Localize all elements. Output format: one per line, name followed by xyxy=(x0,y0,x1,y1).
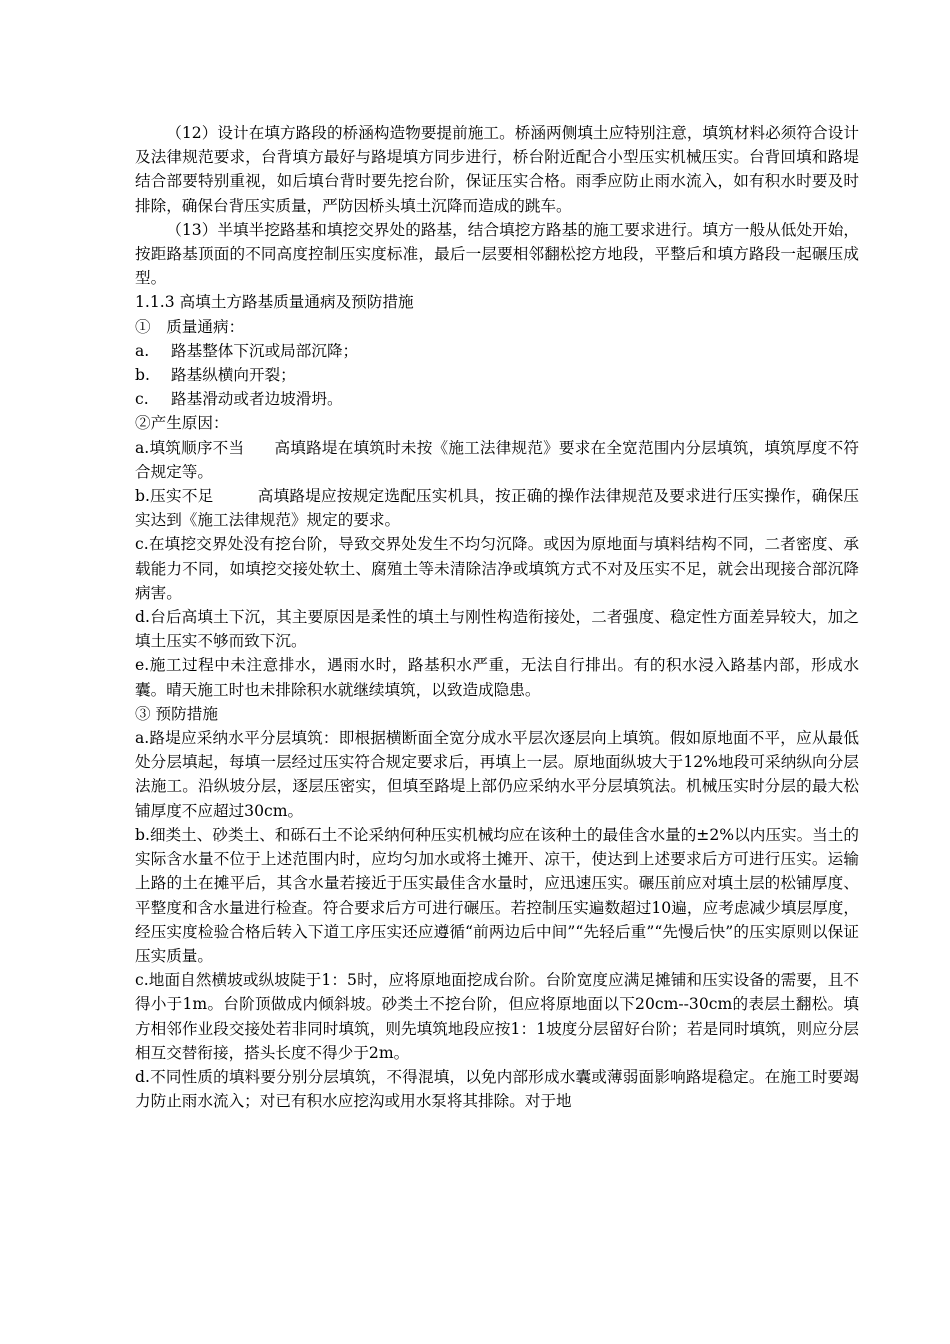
list-item-label: a. xyxy=(135,341,150,360)
causes-title: ②产生原因： xyxy=(135,414,229,433)
section-heading: 1.1.3 高填土方路基质量通病及预防措施 xyxy=(135,293,414,312)
paragraph-13: （13）半填半挖路基和填挖交界处的路基，结合填挖方路基的施工要求进行。填方一般从低处开始，按距路基顶面的不同高度控制压实度标准，最后一层要相邻翻松挖方地段，平整后和填方路段一起碾压成型。 xyxy=(135,220,859,288)
list-item-label: b. xyxy=(135,366,150,385)
list-item xyxy=(135,387,859,411)
cause-a-head: a.填筑顺序不当 xyxy=(135,438,245,457)
prevention-title: ③ 预防措施 xyxy=(135,704,218,723)
list-item-text: 路基纵横向开裂； xyxy=(171,366,296,385)
prevention-c: c.地面自然横坡或纵坡陡于1：5时，应将原地面挖成台阶。台阶宽度应满足摊铺和压实设备的需要，且不得小于1m。台阶顶做成内倾斜坡。砂类土不挖台阶，但应将原地面以下20cm--30cm的表层土翻松。填方相邻作业段交接处若非同时填筑，则先填筑地段应按1：1坡度分层留好台阶；若是同时填筑，则应分层相互交替衔接，搭头长度不得少于2m。 xyxy=(135,971,859,1062)
cause-e: e.施工过程中未注意排水，遇雨水时，路基积水严重，无法自行排出。有的积水浸入路基内部，形成水囊。晴天施工时也未排除积水就继续填筑，以致造成隐患。 xyxy=(135,656,859,699)
prevention-a: a.路堤应采纳水平分层填筑：即根据横断面全宽分成水平层次逐层向上填筑。假如原地面不平，应从最低处分层填起，每填一层经过压实符合规定要求后，再填上一层。原地面纵坡大于12%地段可采纳纵向分层法施工。沿纵坡分层，逐层压密实，但填至路堤上部仍应采纳水平分层填筑法。机械压实时分层的最大松铺厚度不应超过30cm。 xyxy=(135,729,859,820)
list-item-label: c. xyxy=(135,390,149,409)
cause-c: c.在填挖交界处没有挖台阶，导致交界处发生不均匀沉降。或因为原地面与填料结构不同，二者密度、承载能力不同，如填挖交接处软土、腐殖土等未清除洁净或填筑方式不对及压实不足，就会出现接合部沉降病害。 xyxy=(135,535,859,602)
prevention-b: b.细类土、砂类土、和砾石土不论采纳何种压实机械均应在该种土的最佳含水量的±2%以内压实。当土的实际含水量不位于上述范围内时，应均匀加水或将土摊开、凉干，使达到上述要求后方可进行压实。运输上路的土在摊平后，其含水量若接近于压实最佳含水量时，应迅速压实。碾压前应对填土层的松铺厚度、平整度和含水量进行检查。符合要求后方可进行碾压。若控制压实遍数超过10遍，应考虑减少填层厚度，经压实度检验合格后转入下道工序压实还应遵循“前两边后中间”“先轻后重”“先慢后快”的压实原则以保证压实质量。 xyxy=(135,825,859,965)
prevention-d: d.不同性质的填料要分别分层填筑，不得混填，以免内部形成水囊或薄弱面影响路堤稳定。在施工时要竭力防止雨水流入；对已有积水应挖沟或用水泵将其排除。对于地 xyxy=(135,1067,859,1111)
cause-b xyxy=(135,484,859,532)
list-item xyxy=(135,339,859,363)
cause-b-body: 高填路堤应按规定选配压实机具，按正确的操作法律规范及要求进行压实操作，确保压实达到《施工法律规范》规定的要求。 xyxy=(135,487,859,530)
list-item-text: 路基滑动或者边坡滑坍。 xyxy=(171,390,343,409)
document-page xyxy=(135,121,859,1113)
quality-issues-title: ① 质量通病： xyxy=(135,317,245,336)
cause-a-body: 高填路堤在填筑时未按《施工法律规范》要求在全宽范围内分层填筑，填筑厚度不符合规定等。 xyxy=(135,438,859,481)
paragraph-12: （12）设计在填方路段的桥涵构造物要提前施工。桥涵两侧填土应特别注意，填筑材料必须符合设计及法律规范要求，台背填方最好与路堤填方同步进行，桥台附近配合小型压实机械压实。台背回填和路堤结合部要特别重视，如后填台背时要先挖台阶，保证压实合格。雨季应防止雨水流入，如有积水时要及时排除，确保台背压实质量，严防因桥头填土沉降而造成的跳车。 xyxy=(135,124,859,215)
list-item xyxy=(135,363,859,387)
cause-b-head: b.压实不足 xyxy=(135,487,214,506)
cause-a xyxy=(135,436,859,484)
cause-d: d.台后高填土下沉，其主要原因是柔性的填土与刚性构造衔接处，二者强度、稳定性方面差异较大，加之填土压实不够而致下沉。 xyxy=(135,608,859,651)
list-item-text: 路基整体下沉或局部沉降； xyxy=(171,341,359,360)
